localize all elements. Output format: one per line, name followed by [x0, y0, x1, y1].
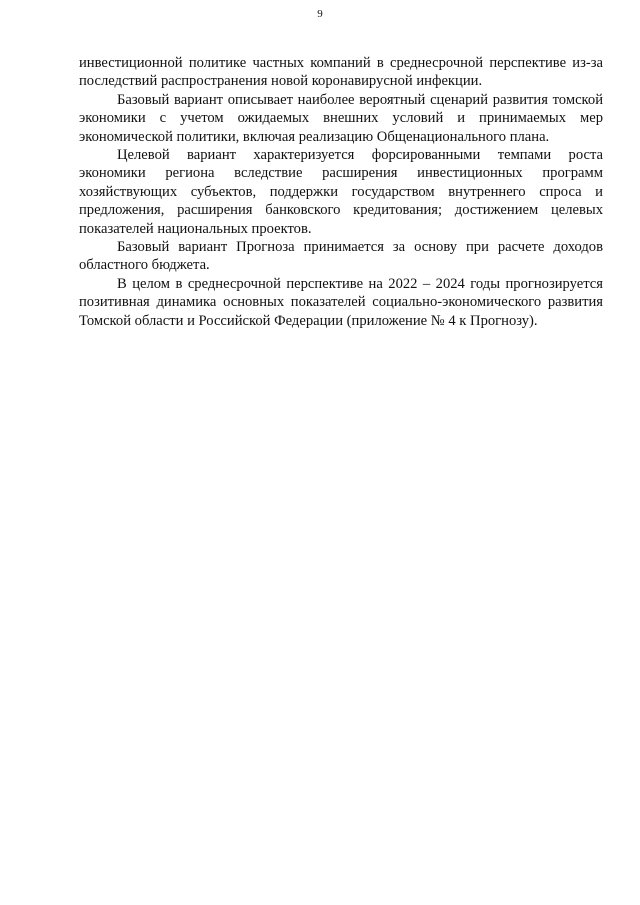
document-body	[79, 54, 603, 330]
paragraph-budget-basis: Базовый вариант Прогноза принимается за основу при расчете доходов областного бюджета.	[79, 239, 603, 274]
paragraph-continuation: инвестиционной политике частных компаний в среднесрочной перспективе из-за последствий распространения новой коронавирусной инфекции.	[79, 55, 603, 90]
paragraph-target-scenario: Целевой вариант характеризуется форсированными темпами роста экономики региона вследствие расширения инвестиционных программ хозяйствующих субъектов, поддержки государством внутреннего спроса и предложения, расширения банковского кредитования; достижением целевых показателей национальных проектов.	[79, 147, 603, 237]
paragraph-outlook-summary: В целом в среднесрочной перспективе на 2022 – 2024 годы прогнозируется позитивная динамика основных показателей социально-экономического развития Томской области и Российской Федерации (приложение № 4 к Прогнозу).	[79, 275, 603, 329]
page-number: 9	[317, 8, 323, 20]
paragraph-base-scenario: Базовый вариант описывает наиболее вероятный сценарий развития томской экономики с учетом ожидаемых внешних условий и принимаемых мер экономической политики, включая реализацию Общенационального плана.	[79, 91, 603, 145]
